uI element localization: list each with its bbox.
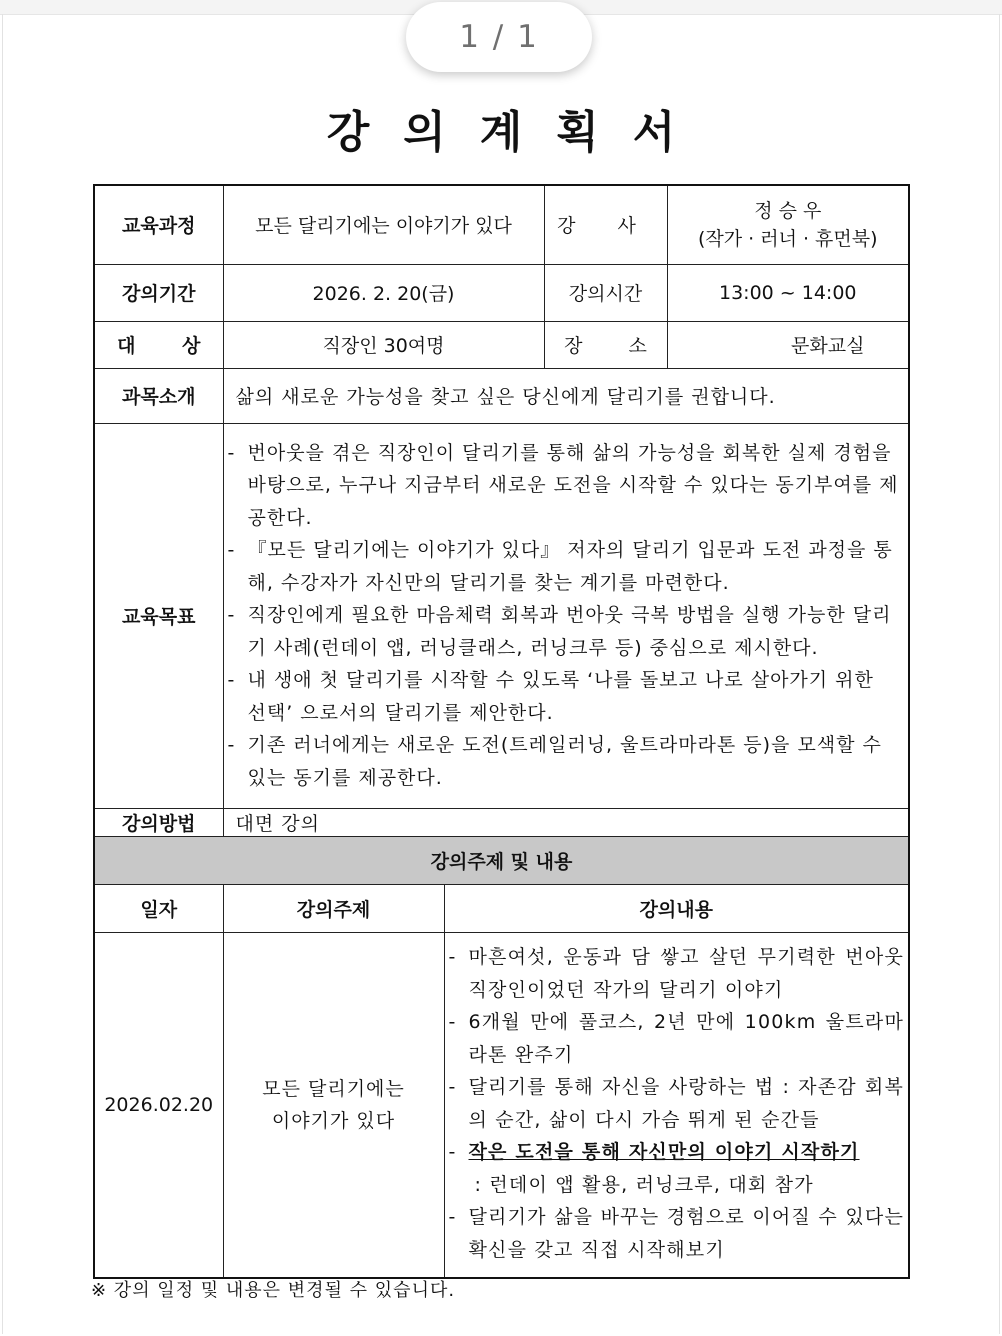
label-intro: 과목소개 [94, 368, 223, 423]
value-method: 대면 강의 [223, 808, 909, 836]
column-header-date: 일자 [94, 884, 223, 932]
label-period: 강의기간 [94, 264, 223, 321]
highlight-detail: : 런데이 앱 활용, 러닝크루, 대회 참가 [474, 1173, 814, 1196]
content-item: - 마흔여섯, 운동과 담 쌓고 살던 무기력한 번아웃 직장인이었던 작가의 달리기 이야기 [445, 941, 909, 1006]
value-period: 2026. 2. 20(금) [223, 264, 544, 321]
footnote: ※ 강의 일정 및 내용은 변경될 수 있습니다. [91, 1280, 456, 1301]
label-time: 강의시간 [544, 264, 667, 321]
row-period [94, 264, 909, 321]
row-column-headers [94, 884, 909, 932]
value-goals [223, 423, 909, 808]
session-content [444, 932, 909, 1278]
row-method [94, 808, 909, 836]
row-course [94, 185, 909, 264]
content-item: - 6개월 만에 풀코스, 2년 만에 100km 울트라마라톤 완주기 [445, 1006, 909, 1071]
value-intro: 삶의 새로운 가능성을 찾고 싶은 당신에게 달리기를 권합니다. [223, 368, 909, 423]
content-item: - 달리기를 통해 자신을 사랑하는 법 : 자존감 회복의 순간, 삶이 다시 가슴 뛰게 된 순간들 [445, 1071, 909, 1136]
value-instructor [667, 185, 909, 264]
instructor-role: (작가 · 러너 · 휴먼북) [697, 227, 878, 250]
label-instructor: 강 사 [544, 185, 667, 264]
value-place: 문화교실 [667, 321, 909, 368]
row-session [94, 932, 909, 1278]
page-indicator: 1 / 1 [406, 2, 592, 72]
value-target: 직장인 30여명 [223, 321, 544, 368]
instructor-name: 정 승 우 [754, 199, 822, 222]
goal-item: - 직장인에게 필요한 마음체력 회복과 번아웃 극복 방법을 실행 가능한 달리기 사례(런데이 앱, 러닝클래스, 러닝크루 등) 중심으로 제시한다. [224, 599, 901, 664]
value-course: 모든 달리기에는 이야기가 있다 [223, 185, 544, 264]
label-goals: 교육목표 [94, 423, 223, 808]
row-target [94, 321, 909, 368]
content-item-highlight [445, 1136, 909, 1201]
value-time: 13:00 ~ 14:00 [667, 264, 909, 321]
content-list [445, 941, 909, 1266]
row-section-header [94, 836, 909, 884]
label-method: 강의방법 [94, 808, 223, 836]
column-header-content: 강의내용 [444, 884, 909, 932]
goal-item: - 기존 러너에게는 새로운 도전(트레일러닝, 울트라마라톤 등)을 모색할 수 있는 동기를 제공한다. [224, 729, 901, 794]
row-goals [94, 423, 909, 808]
goal-item: - 『모든 달리기에는 이야기가 있다』 저자의 달리기 입문과 도전 과정을 통해, 수강자가 자신만의 달리기를 찾는 계기를 마련한다. [224, 534, 901, 599]
label-place: 장 소 [544, 321, 667, 368]
lecture-plan-table [93, 184, 910, 1279]
session-date: 2026.02.20 [94, 932, 223, 1278]
goal-item: - 내 생애 첫 달리기를 시작할 수 있도록 ‘나를 돌보고 나로 살아가기 위한 선택’ 으로서의 달리기를 제안한다. [224, 664, 901, 729]
label-target: 대 상 [94, 321, 223, 368]
row-intro [94, 368, 909, 423]
document-title: 강의계획서 [326, 107, 710, 158]
column-header-topic: 강의주제 [223, 884, 444, 932]
goal-item: - 번아웃을 겪은 직장인이 달리기를 통해 삶의 가능성을 회복한 실제 경험을 바탕으로, 누구나 지금부터 새로운 도전을 시작할 수 있다는 동기부여를 제공한다. [224, 437, 901, 535]
content-item: - 달리기가 삶을 바꾸는 경험으로 이어질 수 있다는 확신을 갖고 직접 시작해보기 [445, 1201, 909, 1266]
goals-list [224, 437, 901, 795]
section-header: 강의주제 및 내용 [94, 836, 909, 884]
label-course: 교육과정 [94, 185, 223, 264]
highlight-title: 작은 도전을 통해 자신만의 이야기 시작하기 [468, 1141, 860, 1164]
session-topic: 모든 달리기에는 이야기가 있다 [223, 932, 444, 1278]
